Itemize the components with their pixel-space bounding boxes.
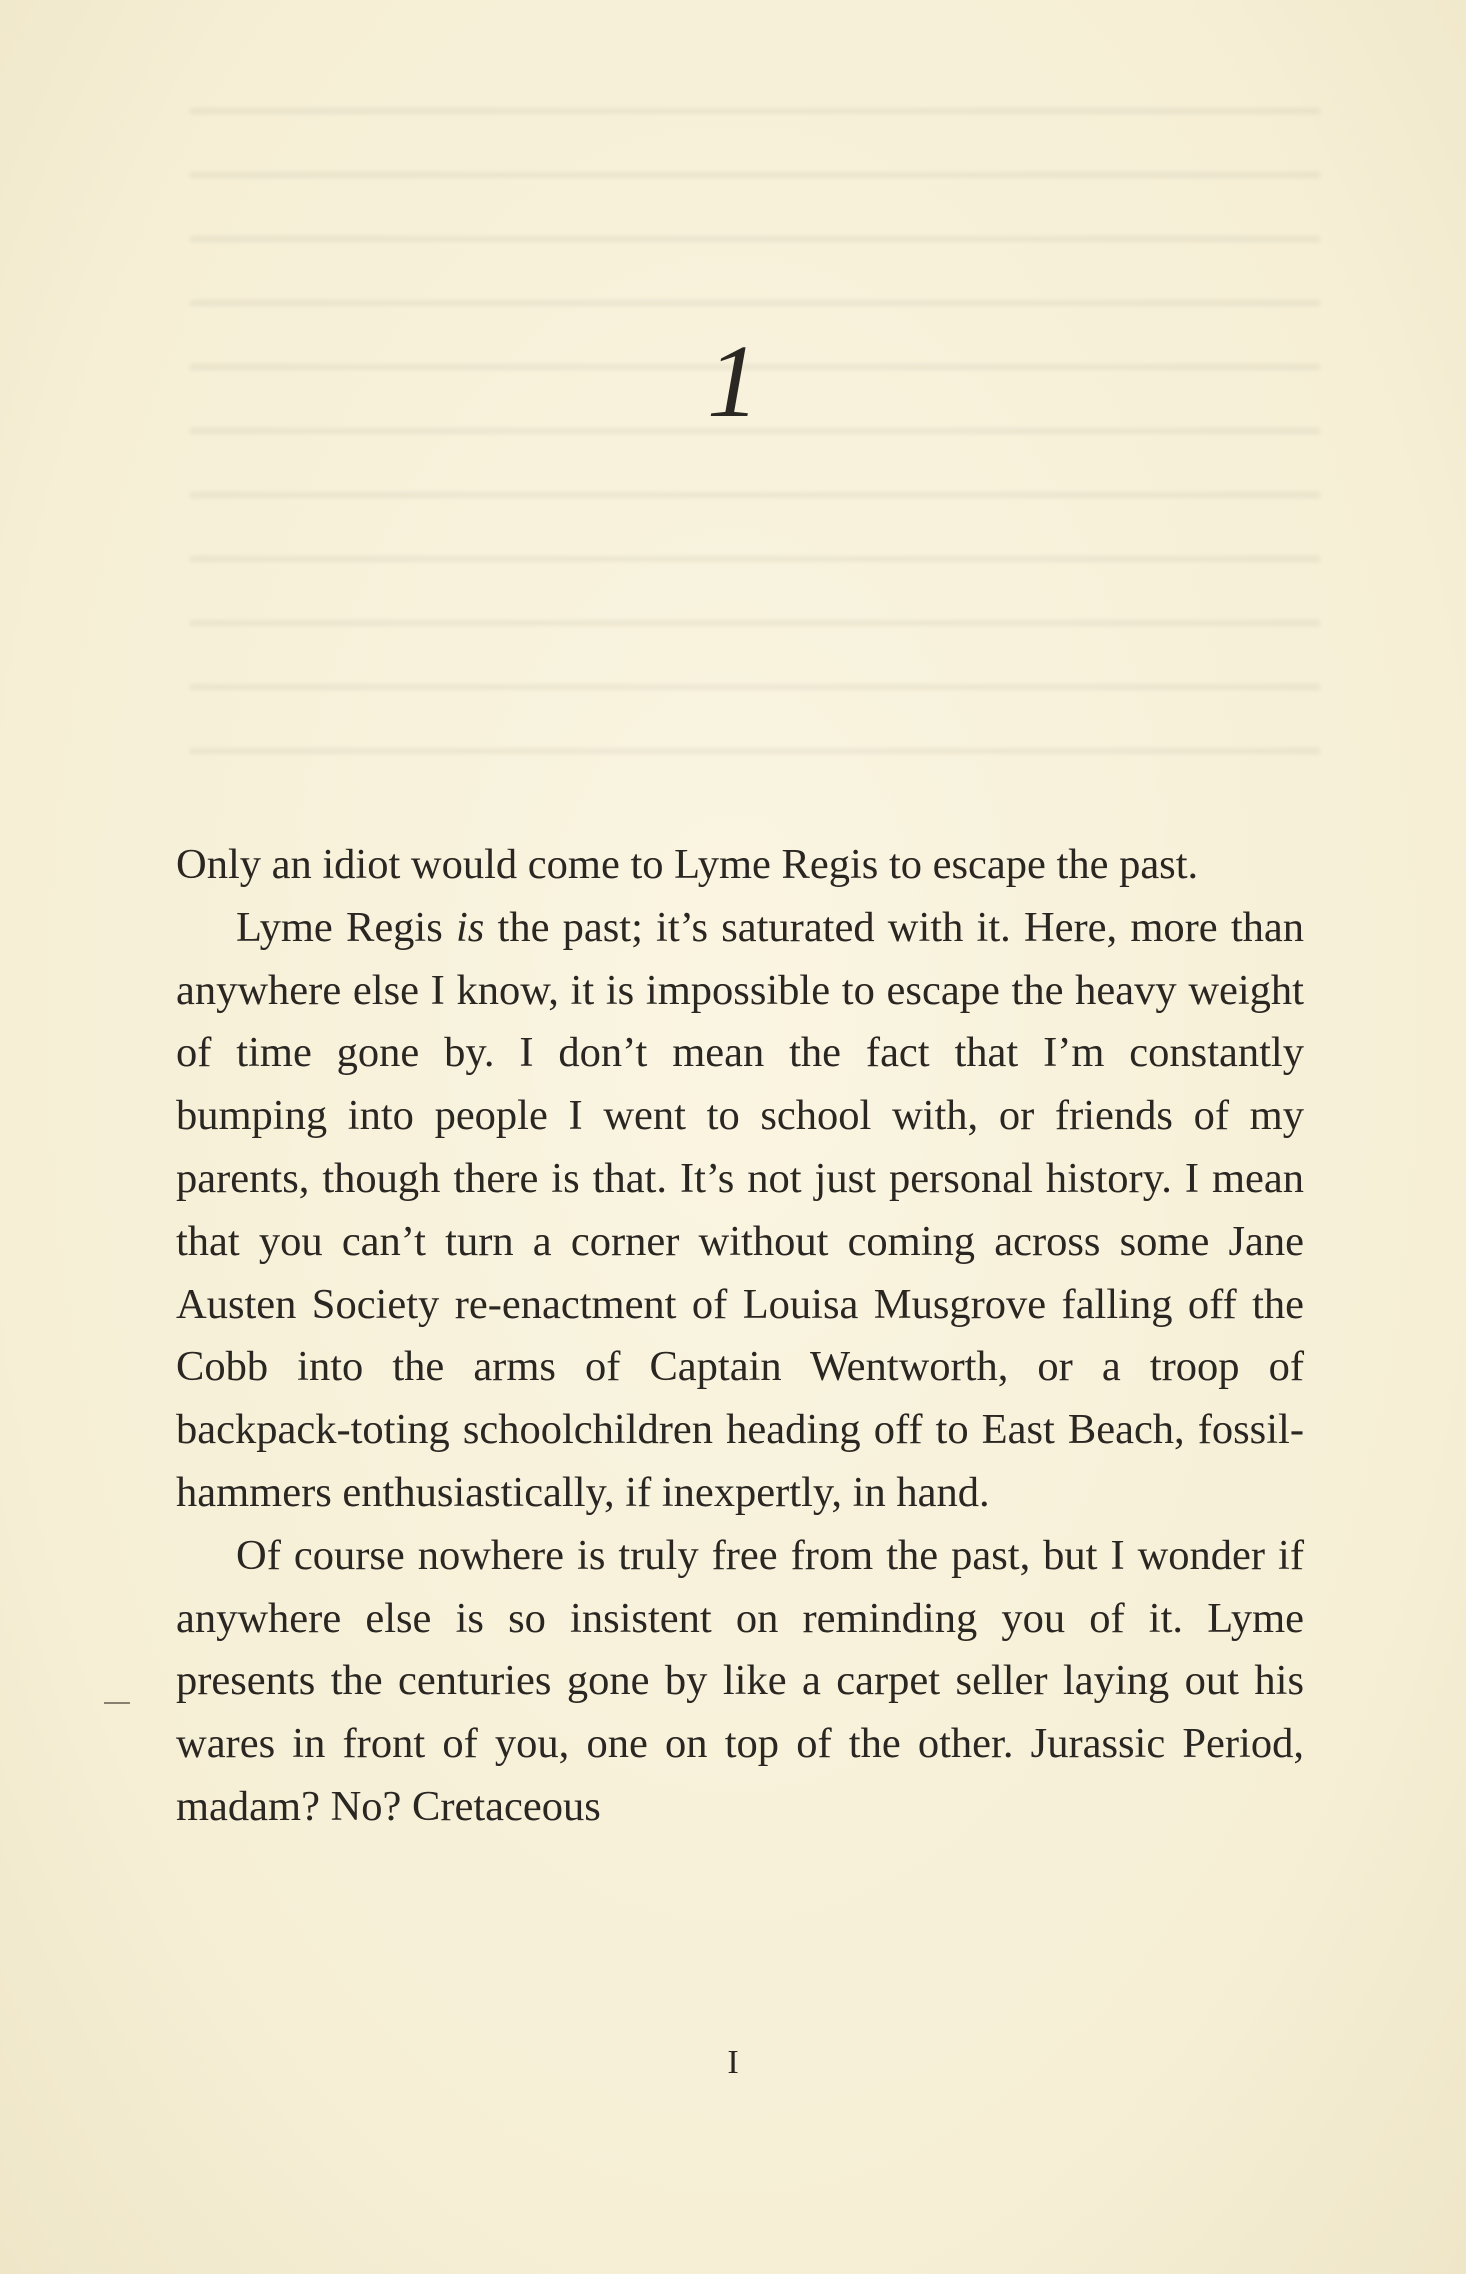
paragraph-2-start: Lyme Regis bbox=[236, 903, 456, 951]
paragraph-2-emphasis: is bbox=[455, 903, 485, 951]
paragraph-2 bbox=[176, 897, 1304, 1525]
page-number: I bbox=[727, 2044, 739, 2081]
paragraph-1: Only an idiot would come to Lyme Regis to escape the past. bbox=[176, 841, 1199, 888]
paragraph-2-rest: the past; it’s saturated with it. Here, more than anywhere else I know, it is impossible to escape the heavy weight of time gone by. I don’t mean the fact that I’m constantly bumping into people I went to school with, or friends of my parents, though there is that. It’s not just personal history. I mean that you can’t turn a corner without coming across some Jane Austen Society re-enactment of Louisa Musgrove falling off the Cobb into the arms of Captain Wentworth, or a troop of backpack-toting schoolchildren heading off to East Beach, fossil-hammers enthusiastically, if inexpertly, in hand. bbox=[176, 903, 1304, 1516]
margin-pencil-mark bbox=[104, 1702, 130, 1704]
chapter-number: 1 bbox=[707, 324, 759, 439]
paragraph-3: Of course nowhere is truly free from the past, but I wonder if anywhere else is so insistent on reminding you of it. Lyme presents the centuries gone by like a carpet seller laying out his wares in front of you, one on top of the other. Jurassic Period, madam? No? Cretaceous bbox=[176, 1531, 1304, 1830]
chapter-body-text bbox=[176, 834, 1304, 1839]
